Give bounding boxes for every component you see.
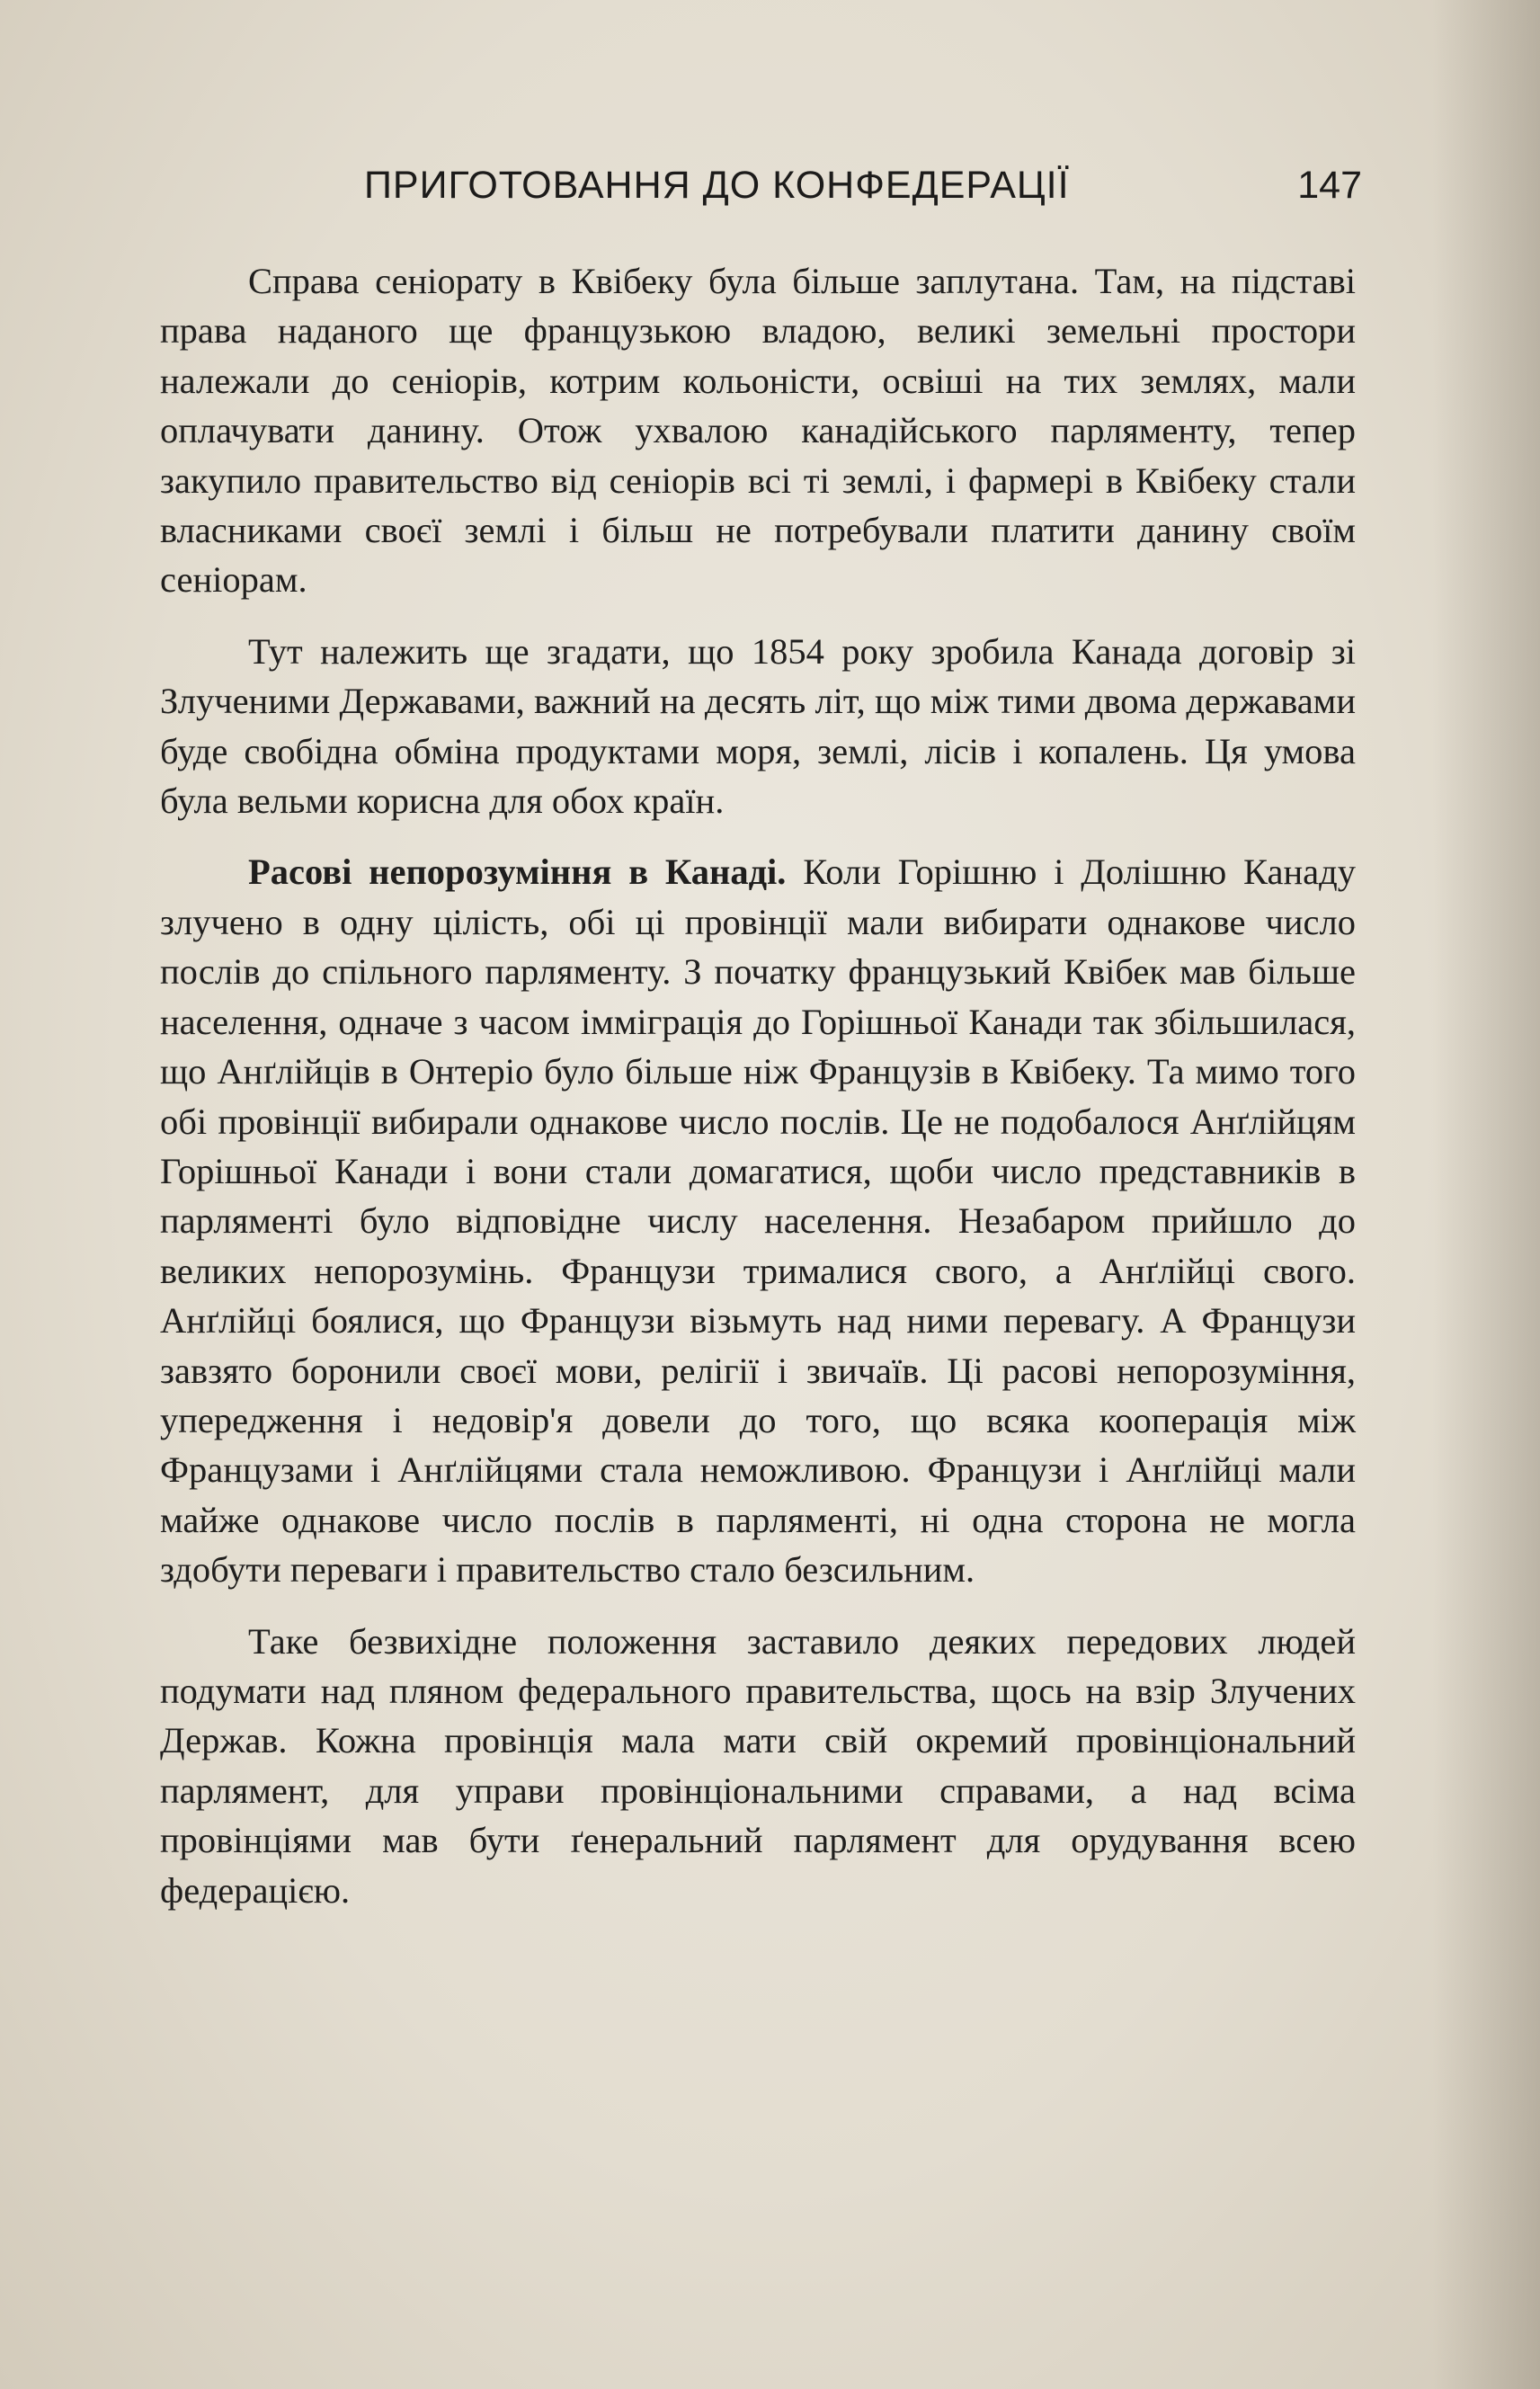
- page-header: [364, 164, 1362, 218]
- section-heading: Расові непорозуміння в Канаді.: [248, 851, 787, 893]
- paragraph-text: Тут належить ще згадати, що 1854 року зробила Канада договір зі Злученими Державами, важний на десять літ, що між тими двома державами буде свобідна обміна продуктами моря, землі, лісів і копалень. Ця умова була вельми корисна для обох країн.: [160, 630, 1356, 822]
- paragraph: [160, 847, 1356, 1594]
- body-text: [160, 256, 1356, 1937]
- page-edge-shadow: [1432, 0, 1540, 2389]
- running-head: ПРИГОТОВАННЯ ДО КОНФЕДЕРАЦІЇ: [364, 164, 1070, 207]
- paragraph: [160, 256, 1356, 605]
- paragraph-text: Справа сеніорату в Квібеку була більше заплутана. Там, на підставі права наданого ще французькою владою, великі земельні простори належали до сеніорів, котрим кольоністи, освіші на тих землях, мали оплачувати данину. Отож ухвалою канадійського парляменту, тепер закупило правительство від сеніорів всі ті землі, і фармері в Квібеку стали власниками своєї землі і більш не потребували платити данину своїм сеніорам.: [160, 261, 1356, 601]
- paragraph-text: Коли Горішню і Долішню Канаду злучено в одну цілість, обі ці провінції мали вибирати однакове число послів до спільного парляменту. З початку французький Квібек мав більше населення, одначе з часом імміграція до Горішньої Канади так збільшилася, що Анґлійців в Онтеріо було більше ніж Французів в Квібеку. Та мимо того обі провінції вибирали однакове число послів. Це не подобалося Анґлійцям Горішньої Канади і вони стали домагатися, щоби число представників в парляменті було відповідне числу населення. Незабаром прийшло до великих непорозумінь. Французи трималися свого, а Анґлійці свого. Анґлійці боялися, що Французи візьмуть над ними перевагу. А Французи завзято боронили своєї мови, релігії і звичаїв. Ці расові непорозуміння, упередження і недовір'я довели до того, що всяка кооперація між Французами і Анґлійцями стала неможливою. Французи і Анґлійці мали майже однакове число послів в парляменті, ні одна сторона не могла здобути переваги і правительство стало безсильним.: [160, 851, 1357, 1591]
- paragraph: [160, 1617, 1356, 1915]
- paragraph: [160, 627, 1356, 826]
- paragraph-text: Таке безвихідне положення заставило деяких передових людей подумати над пляном федерального правительства, щось на взір Злучених Держав. Кожна провінція мала мати свій окремий провінціональний парлямент, для управи провінціональними справами, а над всіма провінціями мав бути ґенеральний парлямент для орудування всею федерацією.: [160, 1620, 1356, 1911]
- page-number: 147: [1297, 164, 1362, 207]
